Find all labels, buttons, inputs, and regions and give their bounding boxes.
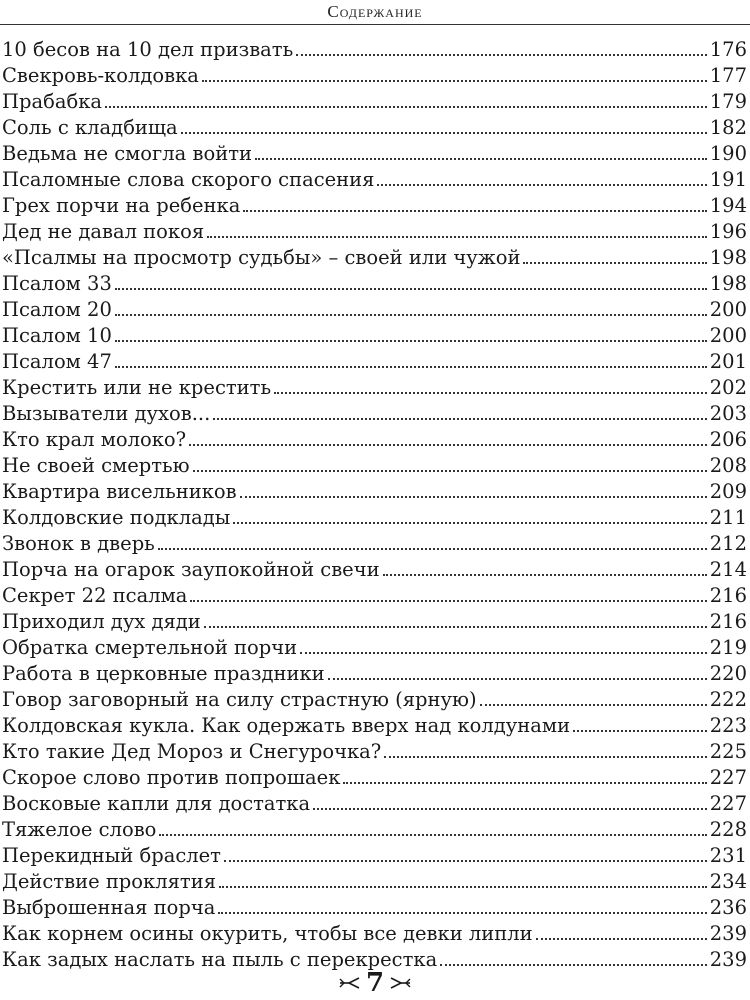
- toc-entry-page: 234: [709, 870, 747, 893]
- toc-entry-title: Кто крал молоко?: [2, 428, 187, 451]
- toc-entry-title: Не своей смертью: [2, 454, 190, 477]
- toc-entry-page: 202: [709, 376, 747, 399]
- toc-entry: [2, 687, 747, 713]
- toc-entry-page: 227: [709, 766, 747, 789]
- toc-dot-leader: [224, 860, 707, 862]
- toc-entry-page: 227: [709, 792, 747, 815]
- running-header: [0, 0, 750, 26]
- page-number: 7: [365, 968, 385, 998]
- toc-entry-title: Как корнем осины окурить, чтобы все девки липли: [2, 922, 533, 945]
- toc-entry: [2, 895, 747, 921]
- toc-dot-leader: [313, 808, 707, 810]
- toc-entry-title: Кто такие Дед Мороз и Снегурочка?: [2, 740, 382, 763]
- toc-entry-title: Псалом 33: [2, 272, 112, 295]
- toc-entry-title: Крестить или не крестить: [2, 376, 272, 399]
- toc-entry: [2, 869, 747, 895]
- toc-dot-leader: [255, 158, 707, 160]
- toc-dot-leader: [115, 314, 707, 316]
- toc-entry-page: 203: [709, 402, 747, 425]
- toc-dot-leader: [240, 496, 707, 498]
- toc-dot-leader: [213, 418, 706, 420]
- toc-entry-page: 228: [709, 818, 747, 841]
- toc-entry-page: 231: [709, 844, 747, 867]
- toc-entry: [2, 63, 747, 89]
- toc-entry: [2, 37, 747, 63]
- toc-entry: [2, 193, 747, 219]
- toc-dot-leader: [440, 964, 707, 966]
- toc-dot-leader: [377, 184, 706, 186]
- toc-entry: [2, 921, 747, 947]
- toc-dot-leader: [115, 366, 707, 368]
- toc-entry: [2, 167, 747, 193]
- toc-dot-leader: [300, 652, 707, 654]
- toc-entry-title: Перекидный браслет: [2, 844, 221, 867]
- toc-entry-title: «Псалмы на просмотр судьбы» – своей или чужой: [2, 246, 521, 269]
- toc-entry: [2, 323, 747, 349]
- toc-entry-title: Действие проклятия: [2, 870, 216, 893]
- toc-entry-page: 176: [709, 38, 747, 61]
- toc-entry-title: Дед не давал покоя: [2, 220, 205, 243]
- toc-entry-page: 194: [709, 194, 747, 217]
- toc-entry: [2, 115, 747, 141]
- toc-entry-title: Ведьма не смогла войти: [2, 142, 252, 165]
- toc-entry-title: Выброшенная порча: [2, 896, 216, 919]
- toc-dot-leader: [181, 132, 707, 134]
- toc-dot-leader: [193, 470, 707, 472]
- toc-dot-leader: [384, 756, 707, 758]
- toc-entry: [2, 635, 747, 661]
- toc-dot-leader: [523, 262, 706, 264]
- header-rule: [0, 24, 750, 25]
- toc-dot-leader: [383, 574, 707, 576]
- toc-dot-leader: [328, 678, 707, 680]
- toc-entry-page: 239: [709, 922, 747, 945]
- toc-entry: [2, 557, 747, 583]
- toc-entry: [2, 791, 747, 817]
- toc-entry-page: 209: [709, 480, 747, 503]
- toc-entry-page: 216: [709, 610, 747, 633]
- toc-entry-page: 191: [709, 168, 747, 191]
- toc-entry-page: 208: [709, 454, 747, 477]
- toc-dot-leader: [296, 54, 707, 56]
- toc-dot-leader: [190, 600, 706, 602]
- toc-entry: [2, 583, 747, 609]
- toc-dot-leader: [219, 886, 707, 888]
- toc-entry-page: 182: [709, 116, 747, 139]
- toc-entry: [2, 245, 747, 271]
- toc-entry-page: 179: [709, 90, 747, 113]
- toc-entry-title: Говор заговорный на силу страстную (ярную): [2, 688, 477, 711]
- toc-entry-page: 211: [709, 506, 747, 529]
- toc-entry-page: 177: [709, 64, 747, 87]
- toc-entry-title: 10 бесов на 10 дел призвать: [2, 38, 294, 61]
- toc-entry-title: Квартира висельников: [2, 480, 237, 503]
- toc-entry-page: 206: [709, 428, 747, 451]
- toc-entry-page: 225: [709, 740, 747, 763]
- toc-entry-page: 196: [709, 220, 747, 243]
- toc-entry: [2, 739, 747, 765]
- toc-dot-leader: [274, 392, 707, 394]
- toc-dot-leader: [115, 340, 707, 342]
- toc-dot-leader: [233, 522, 707, 524]
- toc-entry-title: Звонок в дверь: [2, 532, 155, 555]
- toc-entry: [2, 89, 747, 115]
- toc-entry-page: 236: [709, 896, 747, 919]
- toc-entry: [2, 297, 747, 323]
- toc-entry: [2, 219, 747, 245]
- toc-dot-leader: [243, 210, 706, 212]
- toc-entry: [2, 843, 747, 869]
- toc-dot-leader: [115, 288, 707, 290]
- toc-entry-title: Прабабка: [2, 90, 103, 113]
- ornament-left-icon: [338, 976, 360, 990]
- toc-entry-title: Как задых наслать на пыль с перекрестка: [2, 948, 438, 971]
- toc-entry-page: 216: [709, 584, 747, 607]
- toc-dot-leader: [536, 938, 707, 940]
- toc-dot-leader: [204, 626, 707, 628]
- toc-entry-title: Псаломные слова скорого спасения: [2, 168, 375, 191]
- toc-entry-title: Колдовская кукла. Как одержать вверх над колдунами: [2, 714, 571, 737]
- toc-entry-title: Тяжелое слово: [2, 818, 157, 841]
- toc-entry: [2, 479, 747, 505]
- toc-entry-page: 201: [709, 350, 747, 373]
- toc-entry: [2, 453, 747, 479]
- table-of-contents: [2, 37, 747, 973]
- toc-dot-leader: [202, 80, 707, 82]
- toc-entry-page: 223: [709, 714, 747, 737]
- toc-entry-title: Восковые капли для достатка: [2, 792, 311, 815]
- toc-entry-page: 198: [709, 272, 747, 295]
- toc-dot-leader: [105, 106, 707, 108]
- toc-entry: [2, 427, 747, 453]
- toc-dot-leader: [189, 444, 707, 446]
- toc-entry: [2, 531, 747, 557]
- toc-dot-leader: [218, 912, 706, 914]
- toc-entry-title: Вызыватели духов...: [2, 402, 211, 425]
- toc-entry-title: Порча на огарок заупокойной свечи: [2, 558, 380, 581]
- toc-entry-title: Соль с кладбища: [2, 116, 178, 139]
- toc-entry-page: 239: [709, 948, 747, 971]
- running-header-title: Содержание: [327, 2, 423, 21]
- toc-entry-page: 220: [709, 662, 747, 685]
- toc-entry: [2, 661, 747, 687]
- toc-dot-leader: [207, 236, 707, 238]
- toc-entry: [2, 765, 747, 791]
- toc-dot-leader: [573, 730, 707, 732]
- toc-entry: [2, 609, 747, 635]
- toc-entry: [2, 505, 747, 531]
- toc-entry-title: Обратка смертельной порчи: [2, 636, 298, 659]
- toc-dot-leader: [158, 548, 707, 550]
- toc-entry: [2, 375, 747, 401]
- toc-entry: [2, 141, 747, 167]
- toc-entry-title: Приходил дух дяди: [2, 610, 201, 633]
- toc-entry-title: Свекровь-колдовка: [2, 64, 199, 87]
- toc-entry-title: Колдовские подклады: [2, 506, 231, 529]
- toc-entry-title: Псалом 10: [2, 324, 112, 347]
- toc-entry: [2, 401, 747, 427]
- toc-entry-title: Скорое слово против попрошаек: [2, 766, 341, 789]
- toc-dot-leader: [159, 834, 706, 836]
- page-footer: [0, 968, 750, 998]
- toc-dot-leader: [343, 782, 706, 784]
- toc-entry-page: 200: [709, 324, 747, 347]
- toc-entry-page: 219: [709, 636, 747, 659]
- toc-entry: [2, 713, 747, 739]
- toc-entry-title: Секрет 22 псалма: [2, 584, 188, 607]
- ornament-right-icon: [390, 976, 412, 990]
- toc-entry-title: Псалом 47: [2, 350, 112, 373]
- toc-entry: [2, 817, 747, 843]
- toc-entry-page: 190: [709, 142, 747, 165]
- toc-entry: [2, 349, 747, 375]
- toc-dot-leader: [480, 704, 707, 706]
- toc-entry: [2, 271, 747, 297]
- toc-entry-page: 200: [709, 298, 747, 321]
- toc-entry-page: 198: [709, 246, 747, 269]
- toc-entry-page: 214: [709, 558, 747, 581]
- toc-entry-page: 222: [709, 688, 747, 711]
- toc-entry-title: Грех порчи на ребенка: [2, 194, 241, 217]
- toc-entry-title: Псалом 20: [2, 298, 112, 321]
- toc-entry-title: Работа в церковные праздники: [2, 662, 325, 685]
- toc-entry-page: 212: [709, 532, 747, 555]
